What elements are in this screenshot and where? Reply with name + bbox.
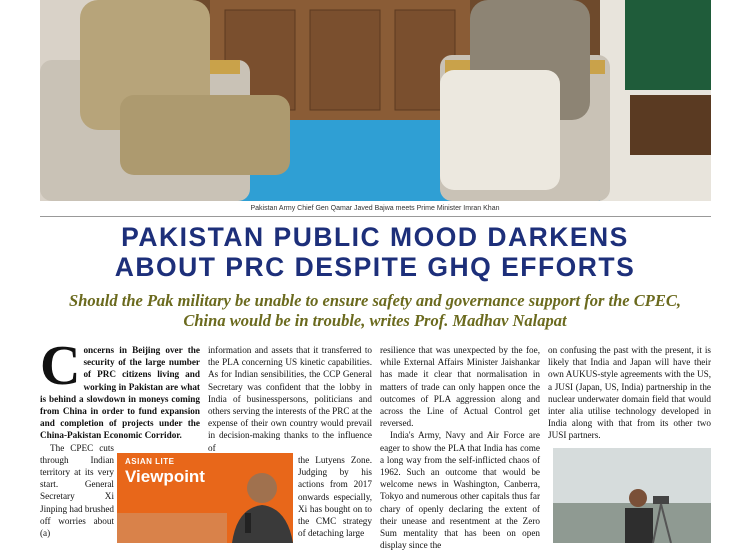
article-column-2 (208, 344, 372, 454)
article-headline (20, 222, 730, 282)
viewpoint-author-photo (117, 453, 293, 543)
photo-caption: Pakistan Army Chief Gen Qamar Javed Bajwa meets Prime Minister Imran Khan (250, 205, 500, 212)
viewpoint-box (117, 453, 293, 543)
article-subhead (20, 291, 730, 331)
column-2-text: information and assets that it transferred to the PLA concerning US kinetic capabilities. As for Indian sensibilities, the CCP General Secretary was confident that the lobby in India of businesspersons, politicians and others serving the interests of the PRC at the expense of their own country would prevail in decision-making thanks to the influence of (208, 345, 372, 453)
subhead-line-1: Should the Pak military be unable to ensure safety and governance support for the CPEC, (69, 291, 681, 310)
surveyor-photo-illustration (553, 448, 711, 543)
column-1-paragraph-2: The CPEC cuts through Indian territory at its very start. General Secretary Xi Jinping had brushed off worries about (a) (40, 442, 115, 539)
meeting-photo-illustration (40, 0, 711, 201)
headline-line-2: ABOUT PRC DESPITE GHQ EFFORTS (114, 252, 636, 282)
lead-paragraph: oncerns in Beijing over the security of the large number of PRC citizens living and working in Pakistan are what is behind a slowdown in moneys coming from China in order to fund expansion and completion of projects under the China-Pakistan Economic Corridor. (40, 345, 200, 441)
subhead-line-2: China would be in trouble, writes Prof. Madhav Nalapat (183, 311, 567, 330)
article-column-4 (548, 344, 711, 442)
headline-line-1: PAKISTAN PUBLIC MOOD DARKENS (121, 222, 629, 252)
viewpoint-title: Viewpoint (125, 467, 205, 486)
column-3-paragraph-1: resilience that was unexpected by the foe, while External Affairs Minister Jaishankar has made it clear that normalisation in matters of trade can only happen once the outcomes of PLA aggression along and across the Line of Actual Control get reversed. (380, 345, 540, 429)
column-4-text: on confusing the past with the present, it is likely that India and Japan will have their own AUKUS-style agreements with the US, a JUSI (Japan, US, India) partnership in the nuclear underwater domain field that would inter alia utilise technology developed in India along with that from its other two JUSI partners. (548, 345, 711, 441)
column-2-narrow-text: the Lutyens Zone. Judging by his actions from 2017 onwards especially, Xi has bought on to the CMC strategy of detaching large (298, 455, 372, 539)
article-column-3 (380, 344, 540, 551)
column-3-paragraph-2: India's Army, Navy and Air Force are eager to show the PLA that India has come a long way from the self-inflicted chaos of 1962. Such an outcome that would be welcome news in Washington, Canberra, Tokyo and numerous other capitals thus far chary of openly declaring the extent of their unease and resentment at the Zero Sum mentality that has been on open display since the (380, 430, 540, 551)
caption-divider (40, 216, 711, 217)
viewpoint-brand: ASIAN LITE (125, 457, 175, 466)
dropcap: C (40, 335, 81, 397)
top-photo (40, 0, 711, 201)
secondary-photo (553, 448, 711, 543)
